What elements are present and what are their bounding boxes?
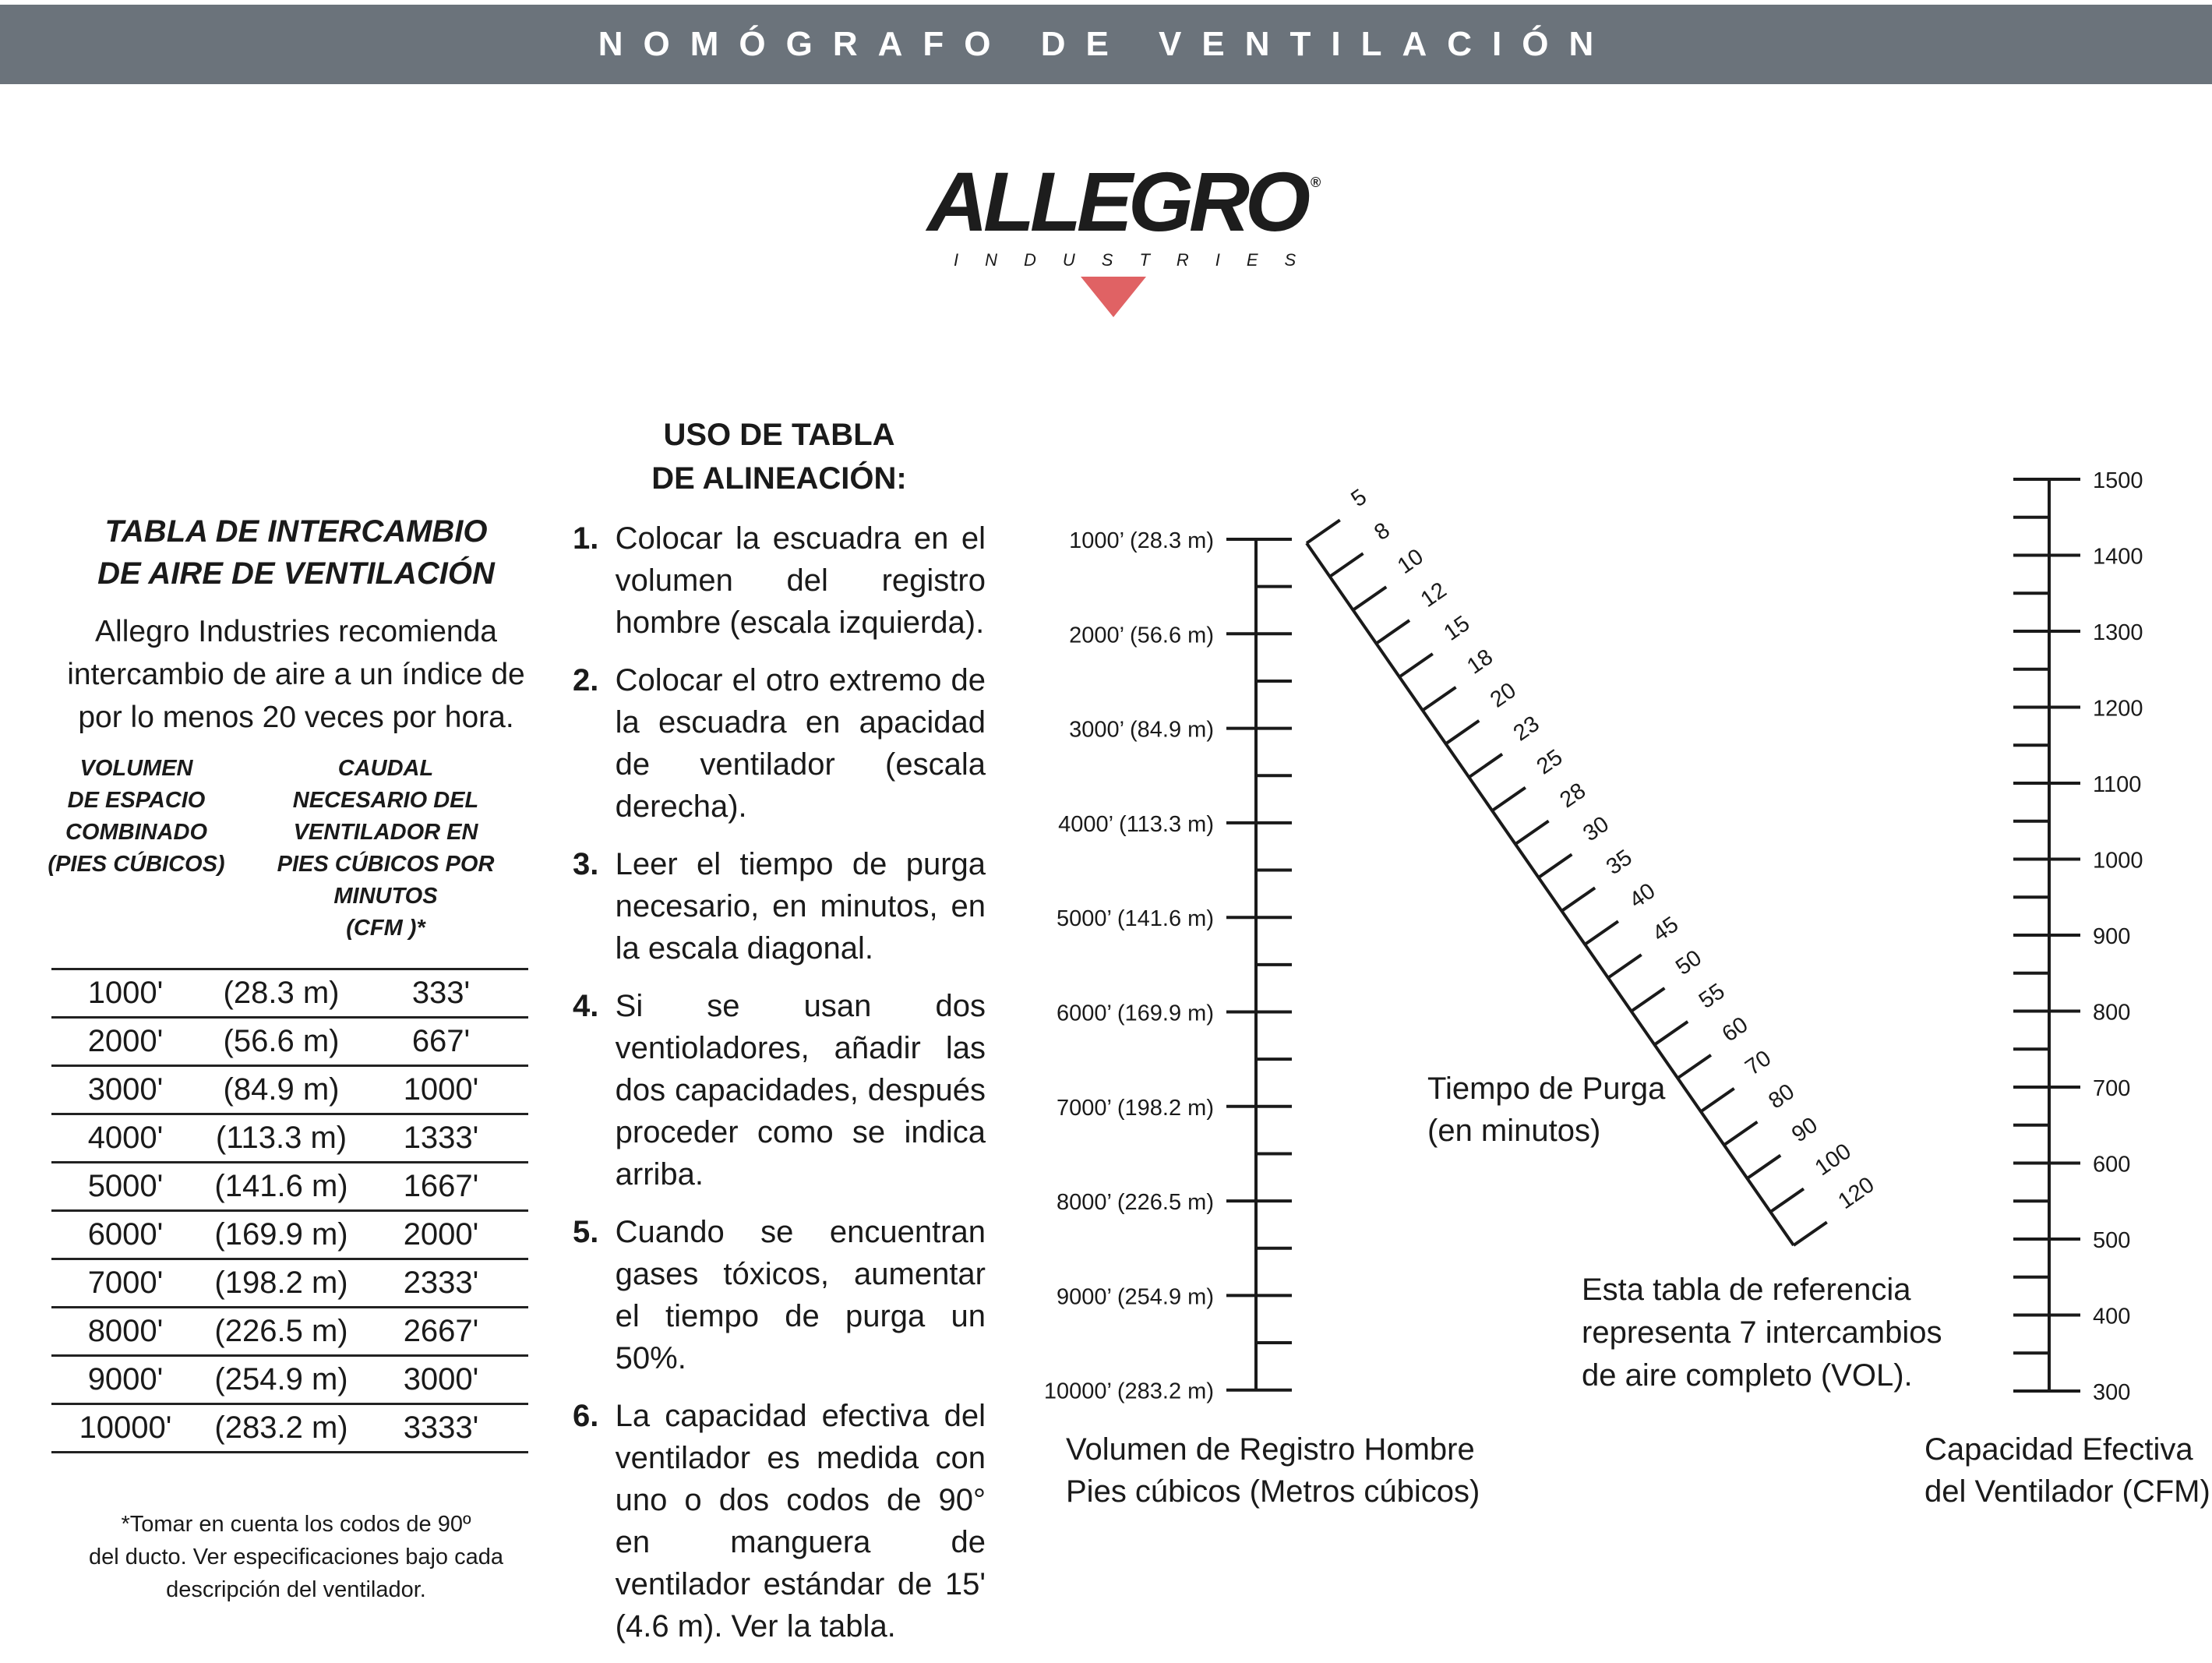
volume-cell: 4000' xyxy=(87,1121,164,1155)
purge-tick-label: 23 xyxy=(1508,711,1544,747)
volume-scale-caption: Volumen de Registro Hombre xyxy=(1066,1432,1475,1467)
purge-tick xyxy=(1376,620,1409,644)
cfm-tick-label: 700 xyxy=(2093,1076,2131,1101)
cfm-tick-label: 800 xyxy=(2093,1000,2131,1026)
cfm-tick-label: 1500 xyxy=(2093,468,2143,493)
reference-note: de aire completo (VOL). xyxy=(1582,1358,1913,1393)
step-number: 1. xyxy=(573,521,599,556)
volume-tick-label: 2000’ (56.6 m) xyxy=(1069,623,1214,648)
purge-tick xyxy=(1561,888,1595,911)
metric-cell: (283.2 m) xyxy=(214,1411,348,1445)
purge-tick xyxy=(1701,1089,1734,1112)
reference-note: representa 7 intercambios xyxy=(1582,1315,1942,1350)
purge-tick xyxy=(1446,721,1480,744)
metric-cell: (28.3 m) xyxy=(223,976,340,1010)
volume-cell: 9000' xyxy=(87,1362,164,1396)
purge-tick xyxy=(1330,553,1364,577)
instructions-title: USO DE TABLA DE ALINEACIÓN: xyxy=(651,418,907,496)
purge-tick-label: 5 xyxy=(1346,484,1371,513)
cfm-tick-label: 1400 xyxy=(2093,544,2143,570)
metric-cell: (84.9 m) xyxy=(223,1072,340,1107)
purge-tick-label: 120 xyxy=(1833,1172,1879,1215)
purge-tick xyxy=(1678,1055,1711,1079)
cfm-tick-label: 900 xyxy=(2093,924,2131,949)
volume-cell: 7000' xyxy=(87,1266,164,1300)
purge-tick xyxy=(1399,654,1433,677)
exchange-table-intro: Allegro Industries recomienda intercambio de aire a un índice de por lo menos 20 veces por hora. xyxy=(67,615,525,734)
cfm-cell: 1000' xyxy=(403,1072,479,1107)
volume-cell: 2000' xyxy=(87,1024,164,1058)
purge-tick-label: 55 xyxy=(1694,979,1730,1014)
volume-cell: 6000' xyxy=(87,1217,164,1252)
purge-tick-label: 28 xyxy=(1555,778,1591,814)
volume-column-header: VOLUMEN DE ESPACIO COMBINADO (PIES CÚBICOS) xyxy=(48,756,225,877)
volume-cell: 1000' xyxy=(87,976,164,1010)
purge-tick-label: 100 xyxy=(1810,1139,1856,1181)
purge-tick xyxy=(1794,1222,1827,1245)
step-text: La capacidad efectiva del ventilador es medida con uno o dos codos de 90° en manguera de ventilador estándar de 15' (4.6 m). Ver la tabla. xyxy=(615,1399,986,1644)
purge-tick xyxy=(1770,1188,1804,1212)
purge-tick-label: 18 xyxy=(1462,644,1498,680)
volume-tick-label: 5000’ (141.6 m) xyxy=(1056,906,1214,932)
cfm-tick-label: 1200 xyxy=(2093,696,2143,722)
purge-tick-label: 90 xyxy=(1787,1112,1822,1148)
purge-tick-label: 30 xyxy=(1579,811,1614,847)
volume-tick-label: 9000’ (254.9 m) xyxy=(1056,1284,1214,1310)
cfm-cell: 2000' xyxy=(403,1217,479,1252)
cfm-tick-label: 300 xyxy=(2093,1380,2131,1405)
purge-tick-label: 12 xyxy=(1416,577,1452,613)
exchange-table-footnote: *Tomar en cuenta los codos de 90º del ducto. Ver especificaciones bajo cada descripción del ventilador. xyxy=(88,1512,503,1602)
purge-tick-label: 50 xyxy=(1671,945,1706,980)
step-text: Leer el tiempo de purga necesario, en minutos, en la escala diagonal. xyxy=(615,847,986,966)
purge-tick xyxy=(1585,921,1618,944)
purge-tick-label: 25 xyxy=(1532,744,1568,780)
cfm-cell: 333' xyxy=(411,976,471,1010)
volume-tick-label: 3000’ (84.9 m) xyxy=(1069,717,1214,743)
purge-tick-label: 8 xyxy=(1370,517,1395,546)
purge-tick-label: 10 xyxy=(1393,544,1428,579)
purge-tick xyxy=(1654,1022,1688,1045)
purge-tick xyxy=(1632,988,1665,1012)
step-text: Colocar la escuadra en el volumen del registro hombre (escala izquierda). xyxy=(615,521,986,640)
purge-tick xyxy=(1724,1122,1758,1146)
purge-tick-label: 20 xyxy=(1486,677,1521,713)
volume-tick-label: 4000’ (113.3 m) xyxy=(1058,811,1214,837)
volume-tick-label: 1000’ (28.3 m) xyxy=(1069,528,1214,553)
cfm-scale-caption: del Ventilador (CFM) xyxy=(1924,1474,2210,1509)
step-number: 4. xyxy=(573,989,599,1023)
step-text: Colocar el otro extremo de la escuadra en apacidad de ventilador (escala derecha). xyxy=(615,663,986,824)
cfm-cell: 2667' xyxy=(403,1314,479,1348)
volume-scale-caption: Pies cúbicos (Metros cúbicos) xyxy=(1066,1474,1480,1509)
step-text: Cuando se encuentran gases tóxicos, aumentar el tiempo de purga un 50%. xyxy=(615,1215,986,1375)
cfm-cell: 1667' xyxy=(403,1169,479,1203)
cfm-tick-label: 500 xyxy=(2093,1228,2131,1253)
cfm-column-header: CAUDAL NECESARIO DEL VENTILADOR EN PIES CÚBICOS POR MINUTOS (CFM )* xyxy=(277,756,495,941)
volume-tick-label: 7000’ (198.2 m) xyxy=(1056,1095,1214,1121)
cfm-tick-label: 400 xyxy=(2093,1304,2131,1329)
purge-tick-label: 60 xyxy=(1717,1012,1753,1047)
step-number: 6. xyxy=(573,1399,599,1433)
metric-cell: (254.9 m) xyxy=(214,1362,348,1396)
cfm-scale-caption: Capacidad Efectiva xyxy=(1924,1432,2193,1467)
volume-cell: 8000' xyxy=(87,1314,164,1348)
volume-cell: 3000' xyxy=(87,1072,164,1107)
volume-tick-label: 10000’ (283.2 m) xyxy=(1043,1379,1214,1404)
volume-tick-label: 8000’ (226.5 m) xyxy=(1056,1190,1214,1216)
purge-tick-label: 40 xyxy=(1625,878,1660,914)
cfm-tick-label: 1300 xyxy=(2093,620,2143,645)
cfm-tick-label: 1100 xyxy=(2093,772,2142,797)
purge-scale-caption: (en minutos) xyxy=(1427,1114,1601,1148)
metric-cell: (226.5 m) xyxy=(214,1314,348,1348)
metric-cell: (56.6 m) xyxy=(223,1024,340,1058)
purge-tick xyxy=(1539,854,1572,877)
cfm-cell: 3333' xyxy=(403,1411,479,1445)
cfm-tick-label: 600 xyxy=(2093,1152,2131,1178)
page-title: NOMÓGRAFO DE VENTILACIÓN xyxy=(598,25,1614,63)
purge-tick xyxy=(1515,821,1549,845)
purge-tick-label: 35 xyxy=(1601,845,1637,881)
cfm-cell: 1333' xyxy=(403,1121,479,1155)
reference-note: Esta tabla de referencia xyxy=(1582,1273,1911,1307)
metric-cell: (198.2 m) xyxy=(214,1266,348,1300)
cfm-cell: 3000' xyxy=(403,1362,479,1396)
purge-tick xyxy=(1423,687,1456,711)
purge-tick xyxy=(1353,587,1387,610)
volume-cell: 5000' xyxy=(87,1169,164,1203)
purge-tick-label: 70 xyxy=(1741,1045,1776,1081)
cfm-tick-label: 1000 xyxy=(2093,848,2143,874)
logo-subtitle: INDUSTRIES xyxy=(954,250,1323,270)
exchange-table-title: TABLA DE INTERCAMBIO DE AIRE DE VENTILACIÓN xyxy=(97,514,495,591)
logo-wordmark: ALLEGRO ® xyxy=(927,154,1317,249)
purge-tick-label: 15 xyxy=(1439,611,1475,646)
purge-scale-caption: Tiempo de Purga xyxy=(1427,1072,1666,1106)
purge-tick xyxy=(1608,955,1642,978)
metric-cell: (113.3 m) xyxy=(215,1121,347,1155)
volume-tick-label: 6000’ (169.9 m) xyxy=(1056,1001,1214,1026)
purge-tick-label: 45 xyxy=(1648,912,1684,947)
purge-tick xyxy=(1747,1156,1780,1179)
step-number: 2. xyxy=(573,663,599,697)
purge-tick-label: 80 xyxy=(1764,1079,1799,1114)
volume-cell: 10000' xyxy=(79,1411,172,1445)
step-number: 5. xyxy=(573,1215,599,1249)
metric-cell: (169.9 m) xyxy=(214,1217,348,1252)
purge-tick xyxy=(1469,754,1502,778)
cfm-cell: 667' xyxy=(411,1024,471,1058)
purge-tick xyxy=(1307,520,1340,543)
purge-tick xyxy=(1492,788,1526,811)
metric-cell: (141.6 m) xyxy=(214,1169,348,1203)
step-text: Si se usan dos ventioladores, añadir las dos capacidades, después proceder como se indica arriba. xyxy=(615,989,986,1192)
step-number: 3. xyxy=(573,847,599,881)
cfm-cell: 2333' xyxy=(403,1266,479,1300)
